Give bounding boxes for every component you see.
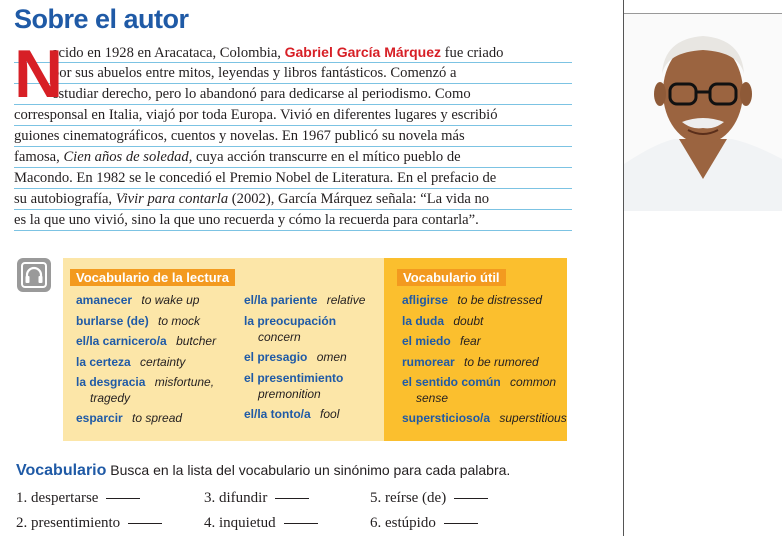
answer-blank[interactable] — [284, 523, 318, 524]
vocab-gloss: fool — [316, 407, 340, 421]
vocab-entry — [76, 410, 182, 426]
vocab-gloss: butcher — [172, 334, 217, 348]
vocab-gloss: certainty — [136, 355, 186, 369]
vocab-gloss: fear — [456, 334, 481, 348]
exercise-word: 6. estúpido — [370, 515, 436, 531]
vocab-entry — [76, 354, 185, 370]
bio-line: estudiar derecho, pero lo abandonó para dedicarse al periodismo. Como — [14, 84, 572, 105]
headphones-icon[interactable] — [17, 258, 51, 292]
exercise-item — [204, 515, 318, 532]
bio-line: por sus abuelos entre mitos, leyendas y libros fantásticos. Comenzó a — [14, 63, 572, 84]
exercise-label: Vocabulario — [16, 462, 107, 479]
vocab-gloss: relative — [323, 293, 366, 307]
vocab-entry — [402, 374, 556, 406]
vocab-gloss: misfortune, — [151, 375, 215, 389]
exercise-word: 4. inquietud — [204, 515, 276, 531]
vocab-entry — [244, 292, 365, 308]
vocab-util-heading: Vocabulario útil — [397, 269, 506, 286]
vocab-gloss: to be rumored — [460, 355, 539, 369]
answer-blank[interactable] — [106, 498, 140, 499]
vocab-gloss: common — [506, 375, 557, 389]
vocab-entry — [402, 410, 567, 426]
author-photo — [624, 13, 782, 211]
vocab-gloss: premonition — [258, 387, 321, 401]
vocab-term: afligirse — [402, 293, 449, 307]
vocab-gloss: sense — [416, 391, 449, 405]
exercise-heading — [16, 462, 510, 480]
exercise-item — [16, 490, 140, 507]
vocab-gloss: to spread — [128, 411, 183, 425]
vocab-term: el/la tonto/a — [244, 407, 311, 421]
vocab-term: el/la pariente — [244, 293, 318, 307]
bio-line: corresponsal en Italia, viajó por toda Europa. Vivió en diferentes lugares y escribió — [14, 105, 572, 126]
bio-line: guiones cinematográficos, cuentos y novelas. En 1967 publicó su novela más — [14, 126, 572, 147]
vocab-entry — [76, 374, 214, 406]
vocab-entry — [402, 292, 542, 308]
vocab-term: la preocupación — [244, 314, 337, 328]
exercise-word: 5. reírse (de) — [370, 490, 447, 506]
bio-line: famosa, Cien años de soledad, cuya acción transcurre en el mítico pueblo de — [14, 147, 572, 168]
vocab-entry — [402, 333, 481, 349]
vocab-entry — [402, 313, 483, 329]
answer-blank[interactable] — [128, 523, 162, 524]
vocab-term: el miedo — [402, 334, 451, 348]
book-title: Vivir para contarla — [115, 191, 229, 207]
vocab-entry — [76, 333, 216, 349]
exercise-item — [16, 515, 162, 532]
vocab-entry — [244, 370, 343, 402]
vocab-entry — [244, 349, 347, 365]
vocab-entry — [76, 292, 199, 308]
vocab-gloss: doubt — [450, 314, 484, 328]
exercise-item — [204, 490, 309, 507]
vocab-entry — [244, 406, 339, 422]
author-name: Gabriel García Márquez — [284, 44, 442, 60]
vocab-term: el presagio — [244, 350, 308, 364]
vocab-term: supersticioso/a — [402, 411, 491, 425]
vocab-entry — [76, 313, 200, 329]
vocab-gloss: to wake up — [138, 293, 200, 307]
exercise-instruction: Busca en la lista del vocabulario un sinónimo para cada palabra. — [110, 462, 511, 478]
exercise-word: 2. presentimiento — [16, 515, 121, 531]
answer-blank[interactable] — [454, 498, 488, 499]
vocab-term: burlarse (de) — [76, 314, 149, 328]
vocab-term: rumorear — [402, 355, 455, 369]
bio-line: acido en 1928 en Aracataca, Colombia, Gabriel García Márquez fue criado — [14, 42, 572, 63]
vocab-term: amanecer — [76, 293, 133, 307]
vocab-gloss: omen — [313, 350, 347, 364]
vocab-entry — [402, 354, 539, 370]
exercise-word: 1. despertarse — [16, 490, 99, 506]
answer-blank[interactable] — [275, 498, 309, 499]
exercise-item — [370, 515, 478, 532]
answer-blank[interactable] — [444, 523, 478, 524]
bio-line: es la que uno vivió, sino la que uno recuerda y cómo la recuerda para contarla”. — [14, 210, 572, 231]
vocab-gloss: concern — [258, 330, 301, 344]
author-bio — [14, 36, 572, 231]
vocab-entry — [244, 313, 336, 345]
vocab-lectura-heading: Vocabulario de la lectura — [70, 269, 235, 286]
bio-line: Macondo. En 1982 se le concedió el Premio Nobel de Literatura. En el prefacio de — [14, 168, 572, 189]
vocab-term: la desgracia — [76, 375, 146, 389]
vocab-term: el presentimiento — [244, 371, 344, 385]
vocab-term: el sentido común — [402, 375, 501, 389]
vocab-term: la duda — [402, 314, 445, 328]
vocab-gloss: to mock — [154, 314, 201, 328]
vocab-term: esparcir — [76, 411, 123, 425]
vocab-gloss: tragedy — [90, 391, 131, 405]
bio-line: su autobiografía, Vivir para contarla (2002), García Márquez señala: “La vida no — [14, 189, 572, 210]
exercise-item — [370, 490, 488, 507]
vocab-term: el/la carnicero/a — [76, 334, 167, 348]
vocab-gloss: superstitious — [496, 411, 567, 425]
section-title: Sobre el autor — [14, 4, 189, 34]
exercise-word: 3. difundir — [204, 490, 268, 506]
drop-cap: N — [14, 36, 64, 112]
vocab-term: la certeza — [76, 355, 131, 369]
vocabulary-box — [63, 258, 567, 441]
book-title: Cien años de soledad — [63, 149, 189, 165]
vocab-util-panel — [384, 258, 567, 441]
vocab-gloss: to be distressed — [454, 293, 543, 307]
